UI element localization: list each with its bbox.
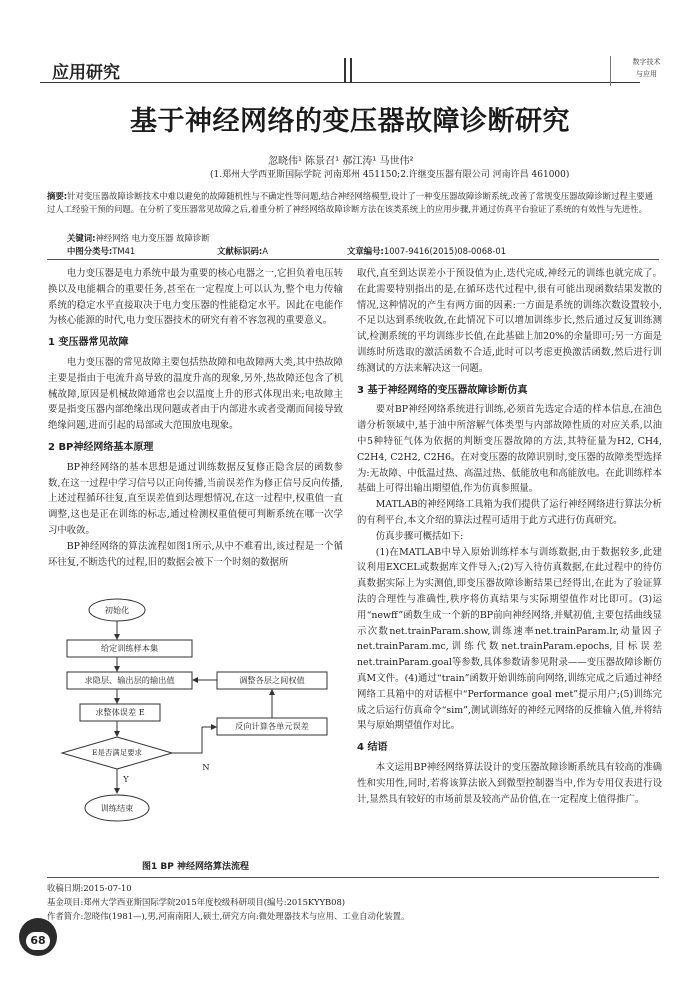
authors: 忽晓伟¹ 陈景召¹ 郝江涛¹ 马世伟² [268, 156, 414, 167]
flow-end: 训练结束 [100, 803, 134, 813]
footer-rule [47, 877, 659, 878]
keywords [67, 232, 210, 244]
section-3-paragraph-4: (1)在MATLAB中导入原始训练样本与训练数据,由于数据较多,此建议利用EXCEL或数据库文件导入;(2)写入待仿真数据,在此过程中的待仿真数据实际上为实测值,即变压器故障诊断结果已经得出,在此为了验证算法的合理性与准确性,秩序将仿真结果与实际期望值作对比即可。(3)运用“newff”函数生成一个新的BP前向神经网络,并赋初值,主要包括曲线显示次数net.trainParam.show,训练速率net.trainParam.lr,动量因子net.trainParam.mc,训练代数net.trainParam.epochs,目标误差net.trainParam.goal等参数,具体参数请参见附录——变压器故障诊断仿真M文件。(4)通过“train”函数开始训练前向网络,训练完成之后通过神经网络工具箱中的对话框中“Performance goal met”提示用户;(5)训练完成之后运行仿真命令“sim”,测试训练好的神经元网络的反推输入值,并将结果与原始期望值作对比。 [357, 546, 662, 732]
flow-start: 初始化 [104, 605, 130, 615]
page-number: 68 [26, 932, 50, 950]
flow-adjust: 调整各层之间权值 [239, 675, 305, 685]
continued-paragraph: 取代,直至到达误差小于预设值为止,迭代完成,神经元的训练也就完成了。在此需要特别指出的是,在循环迭代过程中,很有可能出现函数结果发散的情况,这种情况的产生有两方面的因素:一方面是系统的训练次数设置较小,不足以达到系统收敛,在此情况下可以增加训练步长,然后通过反复训练测试,检测系统的平均训练步长值,在此基础上加20%的余量即可;另一方面是训练时所选取的激活函数不合适,此时可以考虑更换激活函数,然后进行训练测试的方法来解决这一问题。 [357, 268, 662, 374]
journal-logo [610, 56, 682, 86]
flow-no: N [202, 762, 210, 772]
doc-code [217, 245, 268, 257]
flow-backprop: 反向计算各单元误差 [235, 721, 309, 731]
section-3-heading: 3 基于神经网络的变压器故障诊断仿真 [357, 384, 528, 396]
bp-flowchart [52, 596, 337, 851]
flow-yes: Y [123, 774, 129, 784]
footer-received: 收稿日期:2015-07-10 [47, 883, 132, 893]
flow-train: 给定训练样本集 [100, 643, 159, 653]
page-number-badge [19, 918, 57, 956]
left-column [48, 266, 343, 570]
abstract [47, 190, 659, 216]
flow-hidden: 求隐层、输出层的输出值 [84, 675, 175, 685]
footer-fund: 基金项目:郑州大学西亚斯国际学院2015年度校级科研项目(编号:2015KYYB08) [47, 897, 346, 907]
footer-author: 作者简介:忽晓伟(1981—),男,河南南阳人,硕士,研究方向:微处理器技术与应用、工业自动化装置。 [47, 911, 410, 921]
article-value: 1007-9416(2015)08-0068-01 [383, 246, 507, 256]
journal-header [40, 58, 660, 86]
header-rule [40, 82, 640, 83]
class-label: 中图分类号: [67, 246, 113, 256]
journal-logo-bottom: 与应用 [636, 70, 657, 78]
journal-logo-top: 数字技术 [632, 58, 661, 66]
right-column [357, 266, 662, 807]
flow-error: 求整体误差 E [95, 707, 145, 717]
doc-label: 文献标识码: [217, 246, 263, 256]
header-bars [340, 58, 380, 82]
abstract-label: 摘要: [47, 191, 68, 201]
section-2-heading: 2 BP神经网络基本原理 [48, 441, 154, 453]
figure-caption: 图1 BP 神经网络算法流程 [142, 862, 249, 872]
section-3-paragraph-3: 仿真步骤可概括如下: [375, 530, 464, 542]
section-3-paragraph-1: 要对BP神经网络系统进行训练,必须首先选定合适的样本信息,在油色谱分析领域中,基于油中所溶解气体类型与内部故障性质的对应关系,以油中5种特征气体为依据的判断变压器故障的方法,其特征量为H2, CH4, C2H4, C2H2, C2H6。在对变压器的故障识别时,变压器的故障类型选择为:无故障、中低温过热、高温过热、低能放电和高能放电。在此训练样本基础上可得出输出期望值,作为仿真参照量。 [357, 404, 662, 495]
section-2-paragraph-1: BP神经网络的基本思想是通过训练数据反复修正隐含层的函数参数,在这一过程中学习信号以正向传播,当前误差作为修正信号反向传播,上述过程循环往复,直至误差值到达理想情况,在这一过程中,权重值一直调整,这也是正在训练的标志,通过检测权重值便可判断系统在哪一次学习中收敛。 [48, 461, 343, 536]
section-1-heading: 1 变压器常见故障 [48, 337, 129, 349]
keywords-label: 关键词: [67, 233, 96, 243]
article-number [347, 245, 506, 257]
article-label: 文章编号: [347, 246, 384, 256]
keywords-text: 神经网络 电力变压器 故障诊断 [95, 233, 210, 243]
intro-paragraph: 电力变压器是电力系统中最为重要的核心电器之一,它担负着电压转换以及电能耦合的重要任务,甚至在一定程度上可以认为,整个电力传输系统的稳定水平直接取决于电力变压器的性能稳定水平。因此在电能作为核心能源的时代,电力变压器技术的研究有着不容忽视的重要意义。 [48, 268, 343, 327]
section-2-paragraph-2: BP神经网络的算法流程如图1所示,从中不难看出,该过程是一个循环往复,不断迭代的过程,旧的数据会被下一个时刻的数据所 [48, 540, 343, 568]
abstract-text: 针对变压器故障诊断技术中难以避免的故障随机性与不确定性等问题,结合神经网络模型,设计了一种变压器故障诊断系统,改善了常规变压器故障诊断过程主要通过人工经验干预的问题。在分析了变压器常见故障之后,着重分析了神经网络故障诊断方法在该类系统上的应用步骤,并通过仿真平台验证了系统的有效性与先进性。 [47, 191, 653, 214]
section-label: 应用研究 [52, 63, 120, 83]
section-4-paragraph: 本文运用BP神经网络算法设计的变压器故障诊断系统具有较高的准确性和实用性,同时,若将该算法嵌入到微型控制器当中,作为专用仪表进行设计,显然具有较好的市场前景及较高产品价值,在一定程度上值得推广。 [357, 761, 662, 805]
section-4-heading: 4 结语 [357, 742, 388, 754]
section-3-paragraph-2: MATLAB的神经网络工具箱为我们提供了运行神经网络进行算法分析的有利平台,本文介绍的算法过程可适用于此方式进行仿真研究。 [357, 499, 662, 526]
paper-title: 基于神经网络的变压器故障诊断研究 [130, 106, 570, 137]
section-1-paragraph: 电力变压器的常见故障主要包括热故障和电故障两大类,其中热故障主要是指由于电流升高导致的温度升高的现象,另外,热故障还包含了机械故障,原因是机械故障通常也会以温度上升的形式体现出来;电故障主要是指变压器内部绝缘出现问题或者由于内部进水或者受潮而间接导致绝缘问题,进而引起的局部或大范围放电现象。 [48, 356, 343, 432]
abstract-rule [47, 259, 659, 260]
class-number [67, 245, 135, 257]
flow-check: E是否满足要求 [92, 748, 142, 757]
doc-value: A [262, 246, 268, 256]
class-value: TM41 [112, 246, 136, 256]
affiliation: (1.郑州大学西亚斯国际学院 河南郑州 451150;2.许继变压器有限公司 河南许昌 461000) [210, 170, 570, 180]
